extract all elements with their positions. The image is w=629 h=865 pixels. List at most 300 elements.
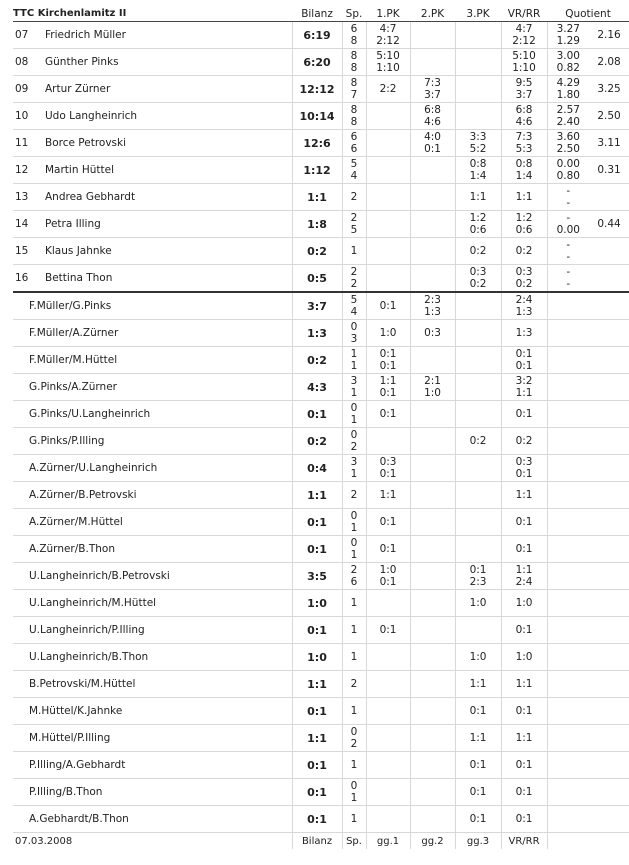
doubles-vrrr <box>501 752 547 779</box>
doubles-bilanz: 0:1 <box>292 779 342 806</box>
player-row <box>13 238 629 265</box>
doubles-empty-quotient <box>547 779 629 806</box>
doubles-sp <box>342 752 366 779</box>
sp-line1: 2 <box>350 191 358 203</box>
quotient-line1: - <box>566 212 571 224</box>
sp-line2: 1 <box>350 387 358 399</box>
doubles-row <box>13 509 629 536</box>
player-quotient-split <box>547 211 589 238</box>
footer-gg1: gg.1 <box>366 833 410 850</box>
vrrr-line1: 1:1 <box>515 678 533 690</box>
doubles-pair: B.Petrovski/M.Hüttel <box>13 671 292 698</box>
doubles-vrrr <box>501 455 547 482</box>
sp-line1: 0 <box>350 321 358 333</box>
gg3-line2: 2:3 <box>469 576 487 588</box>
doubles-gg2 <box>410 590 455 617</box>
doubles-gg1 <box>366 725 410 752</box>
sp-line2: 1 <box>350 468 358 480</box>
sp-line1: 1 <box>350 759 358 771</box>
doubles-empty-quotient <box>547 725 629 752</box>
vrrr-line2: 3:7 <box>515 89 533 101</box>
doubles-gg1 <box>366 536 410 563</box>
sp-line1: 1 <box>350 705 358 717</box>
gg1-line1: 0:1 <box>379 624 397 636</box>
doubles-pair: U.Langheinrich/P.Illing <box>13 617 292 644</box>
vrrr-line2: 1:10 <box>512 62 536 74</box>
gg1-line1: 1:1 <box>379 489 397 501</box>
player-bilanz: 0:2 <box>292 238 342 265</box>
gg3-line2: 0:1 <box>469 786 487 798</box>
doubles-row <box>13 806 629 833</box>
player-quotient-split <box>547 49 589 76</box>
player-quotient-split <box>547 103 589 130</box>
gg3-line1: 0:1 <box>469 759 487 771</box>
player-vrrr <box>501 49 547 76</box>
player-number: 10 <box>13 103 43 130</box>
gg1-line2: 1:0 <box>379 327 397 339</box>
pk3-line1: 0:2 <box>469 245 487 257</box>
sp-line2: 1 <box>350 792 358 804</box>
player-pk1 <box>366 238 410 265</box>
sp-line2: 4 <box>350 306 358 318</box>
doubles-pair: U.Langheinrich/M.Hüttel <box>13 590 292 617</box>
player-pk3 <box>455 211 501 238</box>
doubles-bilanz: 0:1 <box>292 401 342 428</box>
gg1-line2: 0:1 <box>379 468 397 480</box>
gg1-line2: 0:1 <box>379 543 397 555</box>
doubles-row <box>13 698 629 725</box>
col-header-bilanz: Bilanz <box>292 6 342 22</box>
doubles-row <box>13 428 629 455</box>
doubles-empty-quotient <box>547 347 629 374</box>
quotient-line1: 4.29 <box>556 77 580 89</box>
vrrr-line1: 6:8 <box>515 104 533 116</box>
quotient-line2: 1.80 <box>556 89 580 101</box>
doubles-gg3 <box>455 644 501 671</box>
doubles-gg1 <box>366 563 410 590</box>
doubles-gg2 <box>410 617 455 644</box>
gg2-line1: 2:1 <box>424 375 441 387</box>
doubles-empty-quotient <box>547 401 629 428</box>
doubles-vrrr <box>501 644 547 671</box>
footer-gg2: gg.2 <box>410 833 455 850</box>
doubles-sp <box>342 509 366 536</box>
doubles-gg3 <box>455 292 501 320</box>
doubles-sp <box>342 617 366 644</box>
vrrr-line1: 5:10 <box>512 50 536 62</box>
table-footer-row <box>13 833 629 850</box>
player-pk1 <box>366 157 410 184</box>
quotient-line1: 3.27 <box>556 23 580 35</box>
doubles-gg2 <box>410 806 455 833</box>
doubles-bilanz: 0:4 <box>292 455 342 482</box>
vrrr-line2: 0:1 <box>515 468 533 480</box>
vrrr-line2: 1:3 <box>515 306 533 318</box>
player-bilanz: 1:12 <box>292 157 342 184</box>
vrrr-line1: 1:0 <box>515 597 533 609</box>
gg2-line1: 0:3 <box>424 327 441 339</box>
col-header-pk3: 3.PK <box>455 6 501 22</box>
col-header-quotient: Quotient <box>547 6 629 22</box>
sp-line1: 5 <box>350 158 358 170</box>
doubles-gg2 <box>410 779 455 806</box>
doubles-row <box>13 455 629 482</box>
footer-bilanz: Bilanz <box>292 833 342 850</box>
player-quotient-split <box>547 76 589 103</box>
footer-gg3: gg.3 <box>455 833 501 850</box>
pk3-line1: 0:3 <box>469 266 487 278</box>
quotient-line1: - <box>566 266 571 278</box>
doubles-gg1 <box>366 698 410 725</box>
pk2-line1: 7:3 <box>424 77 441 89</box>
doubles-gg2 <box>410 725 455 752</box>
doubles-sp <box>342 482 366 509</box>
doubles-gg3 <box>455 698 501 725</box>
gg3-line1: 1:0 <box>469 651 487 663</box>
player-sp <box>342 103 366 130</box>
sp-line2: 2 <box>350 738 358 750</box>
pk1-line1: 5:10 <box>376 50 400 62</box>
gg3-line1: 0:1 <box>469 705 487 717</box>
doubles-vrrr <box>501 374 547 401</box>
player-bilanz: 1:1 <box>292 184 342 211</box>
pk3-line1: 0:8 <box>469 158 487 170</box>
vrrr-line1: 3:2 <box>515 375 533 387</box>
player-stats-table <box>13 6 629 849</box>
doubles-sp <box>342 563 366 590</box>
sp-line2: 8 <box>350 35 358 47</box>
player-pk2 <box>410 22 455 49</box>
doubles-gg3 <box>455 347 501 374</box>
doubles-row <box>13 752 629 779</box>
pk3-line1: 1:1 <box>469 191 487 203</box>
gg3-line1: 0:1 <box>469 564 487 576</box>
player-pk2 <box>410 76 455 103</box>
quotient-line2: 0.80 <box>556 170 580 182</box>
doubles-row <box>13 590 629 617</box>
vrrr-line1: 1:0 <box>515 651 533 663</box>
vrrr-line2: 5:3 <box>515 143 533 155</box>
doubles-vrrr <box>501 806 547 833</box>
quotient-line2: - <box>566 278 571 290</box>
vrrr-line2: 0:2 <box>515 278 533 290</box>
doubles-gg1 <box>366 347 410 374</box>
doubles-gg3 <box>455 320 501 347</box>
doubles-empty-quotient <box>547 320 629 347</box>
vrrr-line1: 7:3 <box>515 131 533 143</box>
player-number: 14 <box>13 211 43 238</box>
doubles-gg2 <box>410 563 455 590</box>
player-pk3 <box>455 49 501 76</box>
sp-line1: 2 <box>350 678 358 690</box>
doubles-sp <box>342 698 366 725</box>
player-pk2 <box>410 130 455 157</box>
doubles-gg3 <box>455 671 501 698</box>
vrrr-line1: 0:2 <box>515 245 533 257</box>
doubles-bilanz: 0:1 <box>292 536 342 563</box>
player-quotient-total: 2.16 <box>589 22 629 49</box>
sp-line1: 1 <box>350 624 358 636</box>
player-quotient-total: 2.50 <box>589 103 629 130</box>
player-bilanz: 12:12 <box>292 76 342 103</box>
player-number: 15 <box>13 238 43 265</box>
vrrr-line1: 0:1 <box>515 348 533 360</box>
doubles-bilanz: 1:1 <box>292 725 342 752</box>
player-quotient-total: 0.44 <box>589 211 629 238</box>
doubles-gg2 <box>410 698 455 725</box>
gg2-line2: 1:3 <box>424 306 441 318</box>
sp-line1: 0 <box>350 429 358 441</box>
vrrr-line2: 1:1 <box>515 387 533 399</box>
doubles-empty-quotient <box>547 671 629 698</box>
doubles-gg1 <box>366 752 410 779</box>
player-name: Günther Pinks <box>43 49 292 76</box>
doubles-pair: F.Müller/A.Zürner <box>13 320 292 347</box>
footer-vrrr: VR/RR <box>501 833 547 850</box>
vrrr-line1: 0:1 <box>515 759 533 771</box>
doubles-bilanz: 1:0 <box>292 590 342 617</box>
doubles-gg3 <box>455 428 501 455</box>
player-row <box>13 76 629 103</box>
doubles-gg3 <box>455 536 501 563</box>
player-row <box>13 103 629 130</box>
sp-line1: 1 <box>350 597 358 609</box>
doubles-bilanz: 3:7 <box>292 292 342 320</box>
doubles-empty-quotient <box>547 590 629 617</box>
gg1-line1: 0:1 <box>379 300 397 312</box>
player-pk1 <box>366 22 410 49</box>
quotient-line2: 2.50 <box>556 143 580 155</box>
doubles-gg1 <box>366 671 410 698</box>
player-bilanz: 6:20 <box>292 49 342 76</box>
player-number: 12 <box>13 157 43 184</box>
gg1-line1: 0:1 <box>379 348 397 360</box>
gg1-line1: 1:1 <box>379 375 397 387</box>
doubles-empty-quotient <box>547 644 629 671</box>
quotient-line1: - <box>566 185 571 197</box>
doubles-vrrr <box>501 536 547 563</box>
player-pk1 <box>366 130 410 157</box>
doubles-gg3 <box>455 779 501 806</box>
vrrr-line1: 1:1 <box>515 191 533 203</box>
doubles-gg3 <box>455 455 501 482</box>
player-pk3 <box>455 157 501 184</box>
footer-date: 07.03.2008 <box>15 835 73 847</box>
sp-line2: 6 <box>350 576 358 588</box>
doubles-empty-quotient <box>547 455 629 482</box>
player-name: Bettina Thon <box>43 265 292 293</box>
player-quotient-total <box>589 184 629 211</box>
pk2-line2: 4:6 <box>424 116 441 128</box>
sp-line2: 2 <box>350 441 358 453</box>
doubles-empty-quotient <box>547 617 629 644</box>
doubles-sp <box>342 292 366 320</box>
vrrr-line1: 4:7 <box>515 23 533 35</box>
sp-line1: 6 <box>350 23 358 35</box>
sp-line1: 8 <box>350 104 358 116</box>
sp-line1: 6 <box>350 131 358 143</box>
player-row <box>13 130 629 157</box>
player-pk1 <box>366 184 410 211</box>
pk2-line1: 4:0 <box>424 131 441 143</box>
col-header-pk2: 2.PK <box>410 6 455 22</box>
sp-line1: 1 <box>350 651 358 663</box>
doubles-gg2 <box>410 292 455 320</box>
sp-line2: 1 <box>350 522 358 534</box>
doubles-empty-quotient <box>547 374 629 401</box>
vrrr-line2: 0:6 <box>515 224 533 236</box>
doubles-gg3 <box>455 752 501 779</box>
doubles-row <box>13 292 629 320</box>
doubles-pair: P.Illing/B.Thon <box>13 779 292 806</box>
doubles-gg1 <box>366 428 410 455</box>
player-sp <box>342 130 366 157</box>
doubles-empty-quotient <box>547 292 629 320</box>
player-sp <box>342 184 366 211</box>
player-pk3 <box>455 238 501 265</box>
doubles-vrrr <box>501 698 547 725</box>
player-quotient-split <box>547 130 589 157</box>
doubles-gg3 <box>455 806 501 833</box>
sp-line1: 2 <box>350 564 358 576</box>
doubles-gg2 <box>410 752 455 779</box>
doubles-empty-quotient <box>547 482 629 509</box>
player-bilanz: 1:8 <box>292 211 342 238</box>
doubles-vrrr <box>501 320 547 347</box>
sp-line1: 0 <box>350 510 358 522</box>
doubles-pair: U.Langheinrich/B.Petrovski <box>13 563 292 590</box>
gg1-line2: 0:1 <box>379 408 397 420</box>
player-pk2 <box>410 157 455 184</box>
doubles-gg2 <box>410 455 455 482</box>
player-number: 08 <box>13 49 43 76</box>
doubles-gg3 <box>455 509 501 536</box>
sp-line2: 7 <box>350 89 358 101</box>
table-header-row <box>13 6 629 22</box>
doubles-sp <box>342 320 366 347</box>
sp-line1: 8 <box>350 50 358 62</box>
quotient-line1: 3.60 <box>556 131 580 143</box>
player-vrrr <box>501 22 547 49</box>
col-header-sp: Sp. <box>342 6 366 22</box>
player-row <box>13 265 629 293</box>
player-bilanz: 6:19 <box>292 22 342 49</box>
quotient-line1: 2.57 <box>556 104 580 116</box>
doubles-gg1 <box>366 401 410 428</box>
player-pk2 <box>410 211 455 238</box>
team-name: TTC Kirchenlamitz II <box>13 6 292 22</box>
vrrr-line2: 0:2 <box>515 435 533 447</box>
vrrr-line1: 2:4 <box>515 294 533 306</box>
player-pk1 <box>366 76 410 103</box>
player-name: Borce Petrovski <box>43 130 292 157</box>
vrrr-line2: 1:3 <box>515 327 533 339</box>
doubles-gg3 <box>455 374 501 401</box>
doubles-gg1 <box>366 590 410 617</box>
gg3-line1: 0:1 <box>469 813 487 825</box>
doubles-sp <box>342 428 366 455</box>
doubles-sp <box>342 455 366 482</box>
player-vrrr <box>501 265 547 293</box>
player-vrrr <box>501 130 547 157</box>
doubles-gg1 <box>366 509 410 536</box>
quotient-line2: - <box>566 251 571 263</box>
gg1-line2: 0:1 <box>379 387 397 399</box>
pk3-line2: 5:2 <box>469 143 487 155</box>
doubles-empty-quotient <box>547 563 629 590</box>
player-row <box>13 157 629 184</box>
player-pk2 <box>410 103 455 130</box>
vrrr-line2: 0:1 <box>515 786 533 798</box>
player-quotient-split <box>547 157 589 184</box>
doubles-row <box>13 347 629 374</box>
doubles-empty-quotient <box>547 428 629 455</box>
doubles-sp <box>342 590 366 617</box>
player-name: Petra Illing <box>43 211 292 238</box>
doubles-gg3 <box>455 617 501 644</box>
player-vrrr <box>501 211 547 238</box>
doubles-row <box>13 482 629 509</box>
doubles-pair: A.Zürner/U.Langheinrich <box>13 455 292 482</box>
doubles-pair: A.Zürner/M.Hüttel <box>13 509 292 536</box>
player-sp <box>342 49 366 76</box>
player-row <box>13 184 629 211</box>
doubles-bilanz: 0:1 <box>292 806 342 833</box>
player-number: 09 <box>13 76 43 103</box>
doubles-empty-quotient <box>547 806 629 833</box>
doubles-gg2 <box>410 347 455 374</box>
sp-line1: 5 <box>350 294 358 306</box>
doubles-bilanz: 0:1 <box>292 617 342 644</box>
player-name: Andrea Gebhardt <box>43 184 292 211</box>
sp-line1: 2 <box>350 266 358 278</box>
doubles-gg1 <box>366 779 410 806</box>
pk3-line2: 0:2 <box>469 278 487 290</box>
player-pk3 <box>455 265 501 293</box>
doubles-gg1 <box>366 455 410 482</box>
pk2-line2: 3:7 <box>424 89 441 101</box>
doubles-gg2 <box>410 374 455 401</box>
player-quotient-split <box>547 22 589 49</box>
doubles-vrrr <box>501 590 547 617</box>
quotient-line2: 2.40 <box>556 116 580 128</box>
gg3-line1: 1:0 <box>469 597 487 609</box>
quotient-line1: - <box>566 239 571 251</box>
quotient-line2: 0.00 <box>556 224 580 236</box>
player-number: 11 <box>13 130 43 157</box>
sp-line2: 1 <box>350 549 358 561</box>
doubles-pair: G.Pinks/A.Zürner <box>13 374 292 401</box>
player-pk1 <box>366 211 410 238</box>
player-pk2 <box>410 49 455 76</box>
doubles-bilanz: 3:5 <box>292 563 342 590</box>
doubles-gg1 <box>366 292 410 320</box>
player-name: Klaus Jahnke <box>43 238 292 265</box>
player-quotient-total: 0.31 <box>589 157 629 184</box>
doubles-gg3 <box>455 563 501 590</box>
gg2-line2: 1:0 <box>424 387 441 399</box>
doubles-pair: M.Hüttel/P.Illing <box>13 725 292 752</box>
vrrr-line1: 0:1 <box>515 624 533 636</box>
vrrr-line1: 1:1 <box>515 564 533 576</box>
doubles-sp <box>342 374 366 401</box>
doubles-vrrr <box>501 428 547 455</box>
vrrr-line2: 1:1 <box>515 732 533 744</box>
gg1-line2: 0:1 <box>379 576 397 588</box>
doubles-gg1 <box>366 644 410 671</box>
vrrr-line1: 1:2 <box>515 212 533 224</box>
doubles-vrrr <box>501 725 547 752</box>
